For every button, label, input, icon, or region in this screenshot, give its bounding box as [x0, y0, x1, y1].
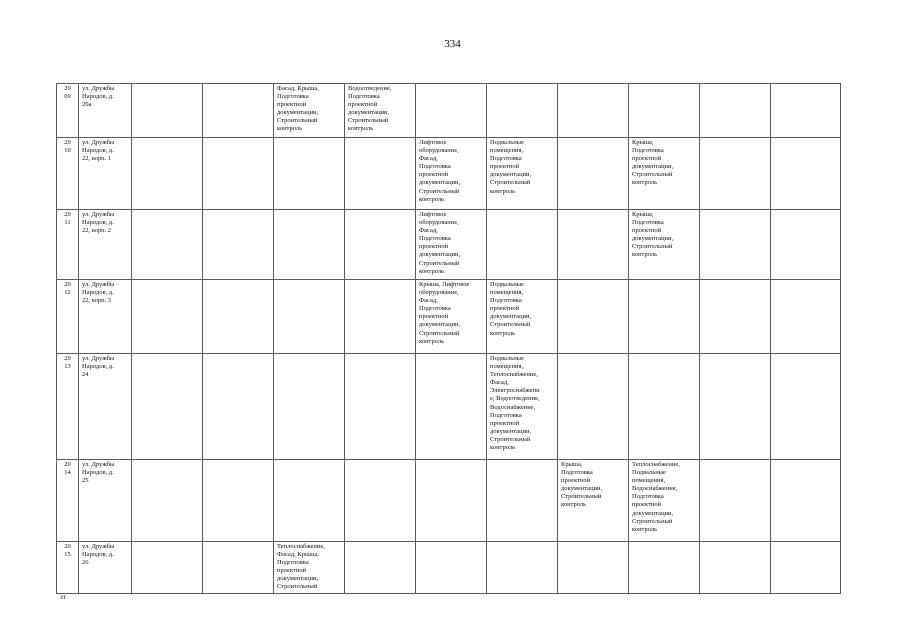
work-type-cell — [203, 460, 274, 542]
page-number: 334 — [444, 38, 461, 50]
work-type-cell — [700, 542, 771, 594]
work-type-cell — [416, 542, 487, 594]
work-type-cell — [487, 210, 558, 280]
work-type-cell — [558, 84, 629, 138]
work-type-cell — [558, 542, 629, 594]
work-type-cell — [132, 354, 203, 460]
work-type-cell — [345, 138, 416, 210]
work-type-cell — [771, 84, 841, 138]
work-type-cell — [629, 542, 700, 594]
work-type-text: Крыша, Подготовка проектной документации, Строительный контроль — [632, 211, 674, 259]
work-type-cell — [274, 210, 345, 280]
address-cell — [79, 210, 132, 280]
work-type-cell — [700, 84, 771, 138]
work-type-cell — [629, 84, 700, 138]
work-type-cell — [487, 354, 558, 460]
work-type-text: Подвальные помещения, Теплоснабжение, Фасад, Электроснабжени е, Водоотведение, Водоснабжение, Подготовка проектной документации, Строительный контроль — [490, 355, 540, 452]
work-type-cell — [771, 354, 841, 460]
work-type-cell — [558, 210, 629, 280]
work-type-text: Крыша, Подготовка проектной документации, Строительный контроль — [632, 139, 674, 187]
work-type-cell — [416, 280, 487, 354]
row-number: 20 10 — [64, 139, 71, 155]
work-type-text: Крыша, Подготовка проектной документации, Строительный контроль — [561, 461, 603, 509]
address-cell — [79, 84, 132, 138]
work-type-cell — [771, 460, 841, 542]
work-type-text: Подвальные помещения, Подготовка проектной документации, Строительный контроль — [490, 281, 532, 337]
work-type-cell — [487, 460, 558, 542]
work-type-cell — [700, 354, 771, 460]
work-type-text: Теплоснабжение, Фасад, Крыша, Подготовка проектной документации, Строительный — [277, 543, 325, 591]
work-type-cell — [416, 84, 487, 138]
work-type-cell — [132, 280, 203, 354]
work-type-cell — [274, 138, 345, 210]
work-type-cell — [771, 542, 841, 594]
work-type-text: Крыша, Лифтовое оборудование, Фасад, Подготовка проектной документации, Строительный контроль — [419, 281, 470, 345]
work-type-cell — [132, 542, 203, 594]
address-text: ул. Дружбы Народов, д. 24 — [82, 355, 115, 379]
address-cell — [79, 280, 132, 354]
table-row — [57, 280, 841, 354]
work-type-text: Фасад, Крыша, Подготовка проектной документации, Строительный контроль — [277, 85, 319, 133]
work-type-cell — [629, 280, 700, 354]
work-type-cell — [629, 354, 700, 460]
work-type-cell — [700, 210, 771, 280]
work-type-text: Подвальные помещения, Подготовка проектной документации, Строительный контроль — [490, 139, 532, 195]
address-text: ул. Дружбы Народов, д. 26 — [82, 543, 115, 567]
work-type-cell — [700, 460, 771, 542]
row-number-cell — [57, 280, 79, 354]
work-type-cell — [558, 354, 629, 460]
table-row — [57, 84, 841, 138]
row-number: 20 14 — [64, 461, 71, 477]
work-type-cell — [771, 280, 841, 354]
work-type-cell — [629, 460, 700, 542]
work-type-cell — [203, 84, 274, 138]
work-type-cell — [558, 280, 629, 354]
address-text: ул. Дружбы Народов, д. 20а — [82, 85, 115, 109]
work-type-cell — [345, 354, 416, 460]
work-type-cell — [274, 84, 345, 138]
work-type-cell — [558, 460, 629, 542]
address-cell — [79, 354, 132, 460]
work-type-cell — [132, 210, 203, 280]
work-type-cell — [203, 138, 274, 210]
work-type-cell — [487, 280, 558, 354]
work-type-text: Теплоснабжение, Подвальные помещения, Водоснабжение, Подготовка проектной документации, Строительный контроль — [632, 461, 680, 533]
work-type-cell — [345, 210, 416, 280]
row-number: 20 09 — [64, 85, 71, 101]
row-number-cell — [57, 460, 79, 542]
work-type-cell — [558, 138, 629, 210]
work-type-cell — [274, 460, 345, 542]
work-type-cell — [416, 354, 487, 460]
address-text: ул. Дружбы Народов, д. 22, корп. 3 — [82, 281, 115, 305]
address-cell — [79, 460, 132, 542]
work-type-text: Лифтовое оборудование, Фасад, Подготовка проектной документации, Строительный контроль — [419, 211, 461, 275]
row-number: 20 12 — [64, 281, 71, 297]
work-type-cell — [771, 210, 841, 280]
address-cell — [79, 138, 132, 210]
work-type-text: Водоотведение, Подготовка проектной документации, Строительный контроль — [348, 85, 392, 133]
table-row — [57, 210, 841, 280]
table-row — [57, 354, 841, 460]
table-body — [57, 84, 841, 594]
table-row — [57, 542, 841, 594]
work-type-cell — [416, 210, 487, 280]
row-number-cell — [57, 138, 79, 210]
repair-schedule-table — [56, 83, 841, 594]
work-type-cell — [416, 460, 487, 542]
work-type-cell — [132, 138, 203, 210]
work-type-cell — [274, 354, 345, 460]
work-type-cell — [345, 542, 416, 594]
work-type-cell — [700, 280, 771, 354]
work-type-cell — [771, 138, 841, 210]
work-type-cell — [487, 84, 558, 138]
work-type-cell — [629, 210, 700, 280]
work-type-cell — [132, 460, 203, 542]
address-text: ул. Дружбы Народов, д. 22, корп. 2 — [82, 211, 115, 235]
address-text: ул. Дружбы Народов, д. 25 — [82, 461, 115, 485]
address-cell — [79, 542, 132, 594]
work-type-cell — [132, 84, 203, 138]
row-number-cell — [57, 542, 79, 594]
work-type-cell — [700, 138, 771, 210]
row-number: 20 13 — [64, 355, 71, 371]
work-type-cell — [345, 460, 416, 542]
row-number-cell — [57, 84, 79, 138]
footer-mark: зт — [60, 593, 66, 601]
work-type-cell — [629, 138, 700, 210]
row-number-cell — [57, 210, 79, 280]
work-type-cell — [274, 280, 345, 354]
work-type-text: Лифтовое оборудование, Фасад, Подготовка проектной документации, Строительный контроль — [419, 139, 461, 203]
row-number: 20 11 — [64, 211, 71, 227]
row-number-cell — [57, 354, 79, 460]
work-type-cell — [203, 280, 274, 354]
work-type-cell — [487, 542, 558, 594]
table-row — [57, 460, 841, 542]
work-type-cell — [203, 210, 274, 280]
address-text: ул. Дружбы Народов, д. 22, корп. 1 — [82, 139, 115, 163]
work-type-cell — [274, 542, 345, 594]
work-type-cell — [416, 138, 487, 210]
work-type-cell — [345, 280, 416, 354]
row-number: 20 15 — [64, 543, 71, 559]
work-type-cell — [203, 542, 274, 594]
work-type-cell — [487, 138, 558, 210]
work-type-cell — [203, 354, 274, 460]
table-row — [57, 138, 841, 210]
work-type-cell — [345, 84, 416, 138]
